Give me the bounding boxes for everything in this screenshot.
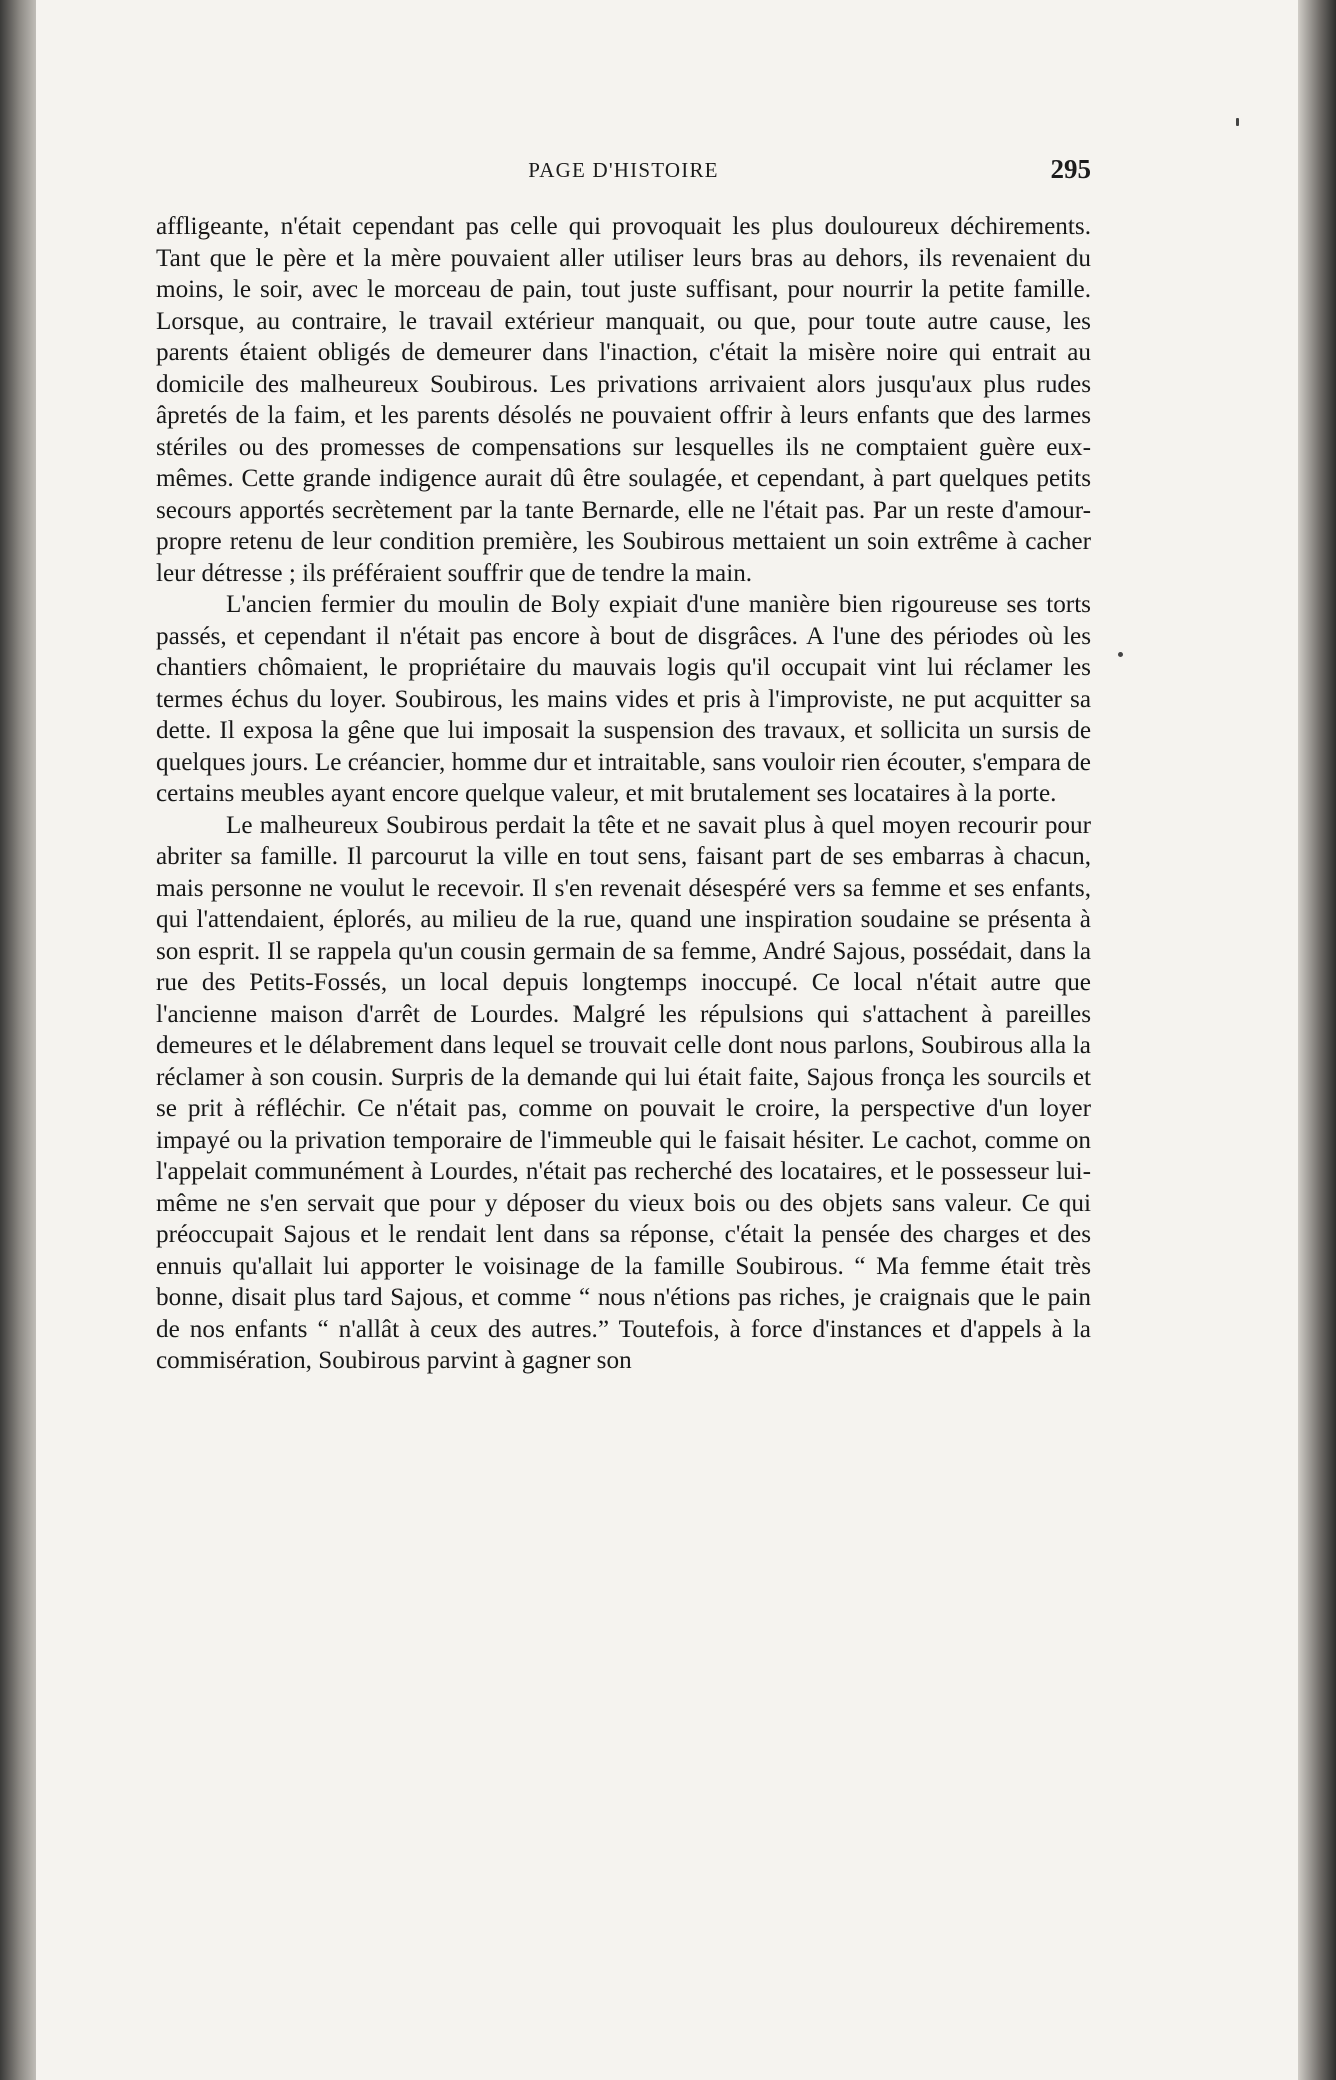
paragraph-2: L'ancien fermier du moulin de Boly expiait d'une manière bien rigoureuse ses torts passés, et cependant il n'était pas encore à bout de disgrâces. A l'une des périodes où les chantiers chômaient, le propriétaire du mauvais logis qu'il occupait vint lui réclamer les termes échus du loyer. Soubirous, les mains vides et pris à l'improviste, ne put acquitter sa dette. Il exposa la gêne que lui imposait la suspension des travaux, et sollicita un sursis de quelques jours. Le créancier, homme dur et intraitable, sans vouloir rien écouter, s'empara de certains meubles ayant encore quelque valeur, et mit brutalement ses locataires à la porte.: [156, 591, 1091, 807]
scan-edge-right: [1296, 0, 1336, 2080]
running-title: PAGE D'HISTOIRE: [528, 158, 719, 182]
page-number: 295: [1050, 154, 1091, 184]
paragraph-3: Le malheureux Soubirous perdait la tête et ne savait plus à quel moyen recourir pour abriter sa famille. Il parcourut la ville en tout sens, faisant part de ses embarras à chacun, mais personne ne voulut le recevoir. Il s'en revenait désespéré vers sa femme et ses enfants, qui l'attendaient, éplorés, au milieu de la rue, quand une inspiration soudaine se présenta à son esprit. Il se rappela qu'un cousin germain de sa femme, André Sajous, possédait, dans la rue des Petits-Fossés, un local depuis longtemps inoccupé. Ce local n'était autre que l'ancienne maison d'arrêt de Lourdes. Malgré les répulsions qui s'attachent à pareilles demeures et le délabrement dans lequel se trouvait celle dont nous parlons, Soubirous alla la réclamer à son cousin. Surpris de la demande qui lui était faite, Sajous fronça les sourcils et se prit à réfléchir. Ce n'était pas, comme on pouvait le croire, la perspective d'un loyer impayé ou la privation temporaire de l'immeuble qui le faisait hésiter. Le cachot, comme on l'appelait communément à Lourdes, n'était pas recherché des locataires, et le possesseur lui-même ne s'en servait que pour y déposer du vieux bois ou des objets sans valeur. Ce qui préoccupait Sajous et le rendait lent dans sa réponse, c'était la pensée des charges et des ennuis qu'allait lui apporter le voisinage de la famille Soubirous. “ Ma femme était très bonne, disait plus tard Sajous, et comme “ nous n'étions pas riches, je craignais que le pain de nos enfants “ n'allât à ceux des autres.” Toutefois, à force d'instances et d'appels à la commisération, Soubirous parvint à gagner son: [156, 811, 1091, 1374]
paragraph-1: affligeante, n'était cependant pas celle qui provoquait les plus douloureux déchirements. Tant que le père et la mère pouvaient aller utiliser leurs bras au dehors, ils revenaient du moins, le soir, avec le morceau de pain, tout juste suffisant, pour nourrir la petite famille. Lorsque, au contraire, le travail extérieur manquait, ou que, pour toute autre cause, les parents étaient obligés de demeurer dans l'inaction, c'était la misère noire qui entrait au domicile des malheureux Soubirous. Les privations arrivaient alors jusqu'aux plus rudes âpretés de la faim, et les parents désolés ne pouvaient offrir à leurs enfants que des larmes stériles ou des promesses de compensations sur lesquelles ils ne comptaient guère eux-mêmes. Cette grande indigence aurait dû être soulagée, et cependant, à part quelques petits secours apportés secrètement par la tante Bernarde, elle ne l'était pas. Par un reste d'amour-propre retenu de leur condition première, les Soubirous mettaient un soin extrême à cacher leur détresse ; ils préféraient souffrir que de tendre la main.: [156, 213, 1091, 587]
scan-speck: [1118, 652, 1123, 657]
body-text: [156, 211, 1091, 1377]
scan-speck: [1236, 118, 1239, 126]
running-head: [156, 154, 1091, 188]
